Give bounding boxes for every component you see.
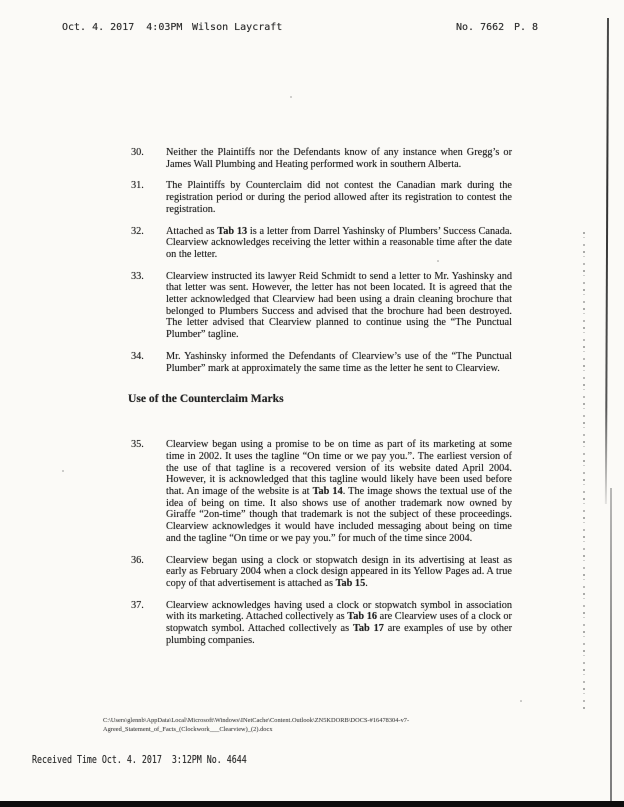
scan-speck bbox=[437, 260, 439, 262]
fax-sender-name: Wilson Laycraft bbox=[192, 22, 283, 33]
paragraph-text: The Plaintiffs by Counterclaim did not contest the Canadian mark during the registration period or during the period allowed after its registration to contest the registration. bbox=[166, 180, 512, 215]
paragraph-text: Attached as Tab 13 is a letter from Darrel Yashinsky of Plumbers’ Success Canada. Clearview acknowledges receiving the letter within a reasonable time after the date on the letter. bbox=[166, 225, 512, 260]
scan-artifact-dark-line bbox=[605, 18, 609, 504]
paragraph-number: 36. bbox=[131, 554, 144, 566]
file-path-line-2: Agreed_Statement_of_Facts_(Clockwork___Clearview)_(2).docx bbox=[103, 725, 273, 733]
paragraph-number: 34. bbox=[131, 350, 144, 362]
section-heading: Use of the Counterclaim Marks bbox=[128, 392, 284, 406]
numbered-paragraph bbox=[131, 439, 512, 544]
paragraph-text: Neither the Plaintiffs nor the Defendants know of any instance when Gregg’s or James Wall Plumbing and Heating performed work in southern Alberta. bbox=[166, 147, 512, 170]
paragraph-text: Clearview began using a clock or stopwatch design in its advertising at least as early as February 2004 when a clock design appeared in its Yellow Pages ad. A true copy of that advertisement is attached as Tab 15. bbox=[166, 554, 512, 589]
paragraph-text: Clearview instructed its lawyer Reid Schmidt to send a letter to Mr. Yashinsky and that letter was sent. However, the letter has not been located. It is agreed that the letter acknowledged that Clearview had been using a drain cleaning brochure that belonged to Plumbers Success and advised that the brochure had been destroyed. The letter advised that Clearview planned to continue using the “The Punctual Plumber” tagline. bbox=[166, 270, 512, 341]
paragraph-number: 30. bbox=[131, 147, 144, 158]
paragraph-number: 31. bbox=[131, 180, 144, 192]
document-file-path bbox=[103, 717, 503, 734]
scan-speck bbox=[290, 96, 292, 98]
paragraph-number: 32. bbox=[131, 225, 144, 237]
paragraph-number: 37. bbox=[131, 599, 144, 611]
scan-bottom-edge-bar bbox=[0, 801, 624, 807]
file-path-line-1: C:\Users\glennb\AppData\Local\Microsoft\Windows\INetCache\Content.Outlook\ZN5KDORB\DOCS-#16478304-v7- bbox=[103, 717, 410, 724]
scan-speck bbox=[62, 470, 64, 472]
numbered-paragraph bbox=[131, 147, 512, 170]
numbered-paragraph bbox=[131, 180, 512, 215]
document-body bbox=[128, 147, 512, 657]
paragraph-text: Mr. Yashinsky informed the Defendants of Clearview’s use of the “The Punctual Plumber” mark at approximately the same time as the letter he sent to Clearview. bbox=[166, 350, 512, 374]
paragraph-number: 35. bbox=[131, 439, 144, 451]
paragraph-text: Clearview began using a promise to be on time as part of its marketing at some time in 2002. It uses the tagline “On time or we pay you.”. The earliest version of the use of that tagline is a recovered version of its website dated April 2004. However, it is acknowledged that this tagline would likely have been used before that. An image of the website is at Tab 14. The image shows the textual use of the idea of being on time. It also shows use of another trademark now owned by Giraffe “2on-time” though that trademark is not the subject of these proceedings. Clearview acknowledges it would have included messaging about being on time and the tagline “On time or we pay you.” for much of the time since 2004. bbox=[166, 439, 512, 544]
numbered-paragraph bbox=[131, 351, 512, 374]
numbered-paragraph bbox=[131, 226, 512, 261]
scan-speck bbox=[520, 700, 522, 702]
numbered-paragraph bbox=[131, 271, 512, 341]
fax-received-stamp: Received Time Oct. 4. 2017 3:12PM No. 4644 bbox=[32, 754, 247, 766]
fax-header bbox=[0, 22, 624, 36]
fax-datetime: Oct. 4. 2017 4:03PM bbox=[62, 22, 183, 33]
numbered-paragraph bbox=[131, 555, 512, 590]
numbered-paragraph bbox=[131, 600, 512, 647]
fax-number: No. 7662 bbox=[456, 22, 505, 33]
paragraph-number: 33. bbox=[131, 270, 144, 282]
fax-page-number: P. 8 bbox=[514, 22, 539, 33]
scan-artifact-dotted-streak bbox=[583, 232, 585, 710]
paragraph-text: Clearview acknowledges having used a clock or stopwatch symbol in association with its marketing. Attached collectively as Tab 16 are Clearview uses of a clock or stopwatch symbol. Attached collectively as Tab 17 are examples of use by other plumbing companies. bbox=[166, 599, 512, 646]
scan-artifact-light-line bbox=[610, 488, 612, 803]
